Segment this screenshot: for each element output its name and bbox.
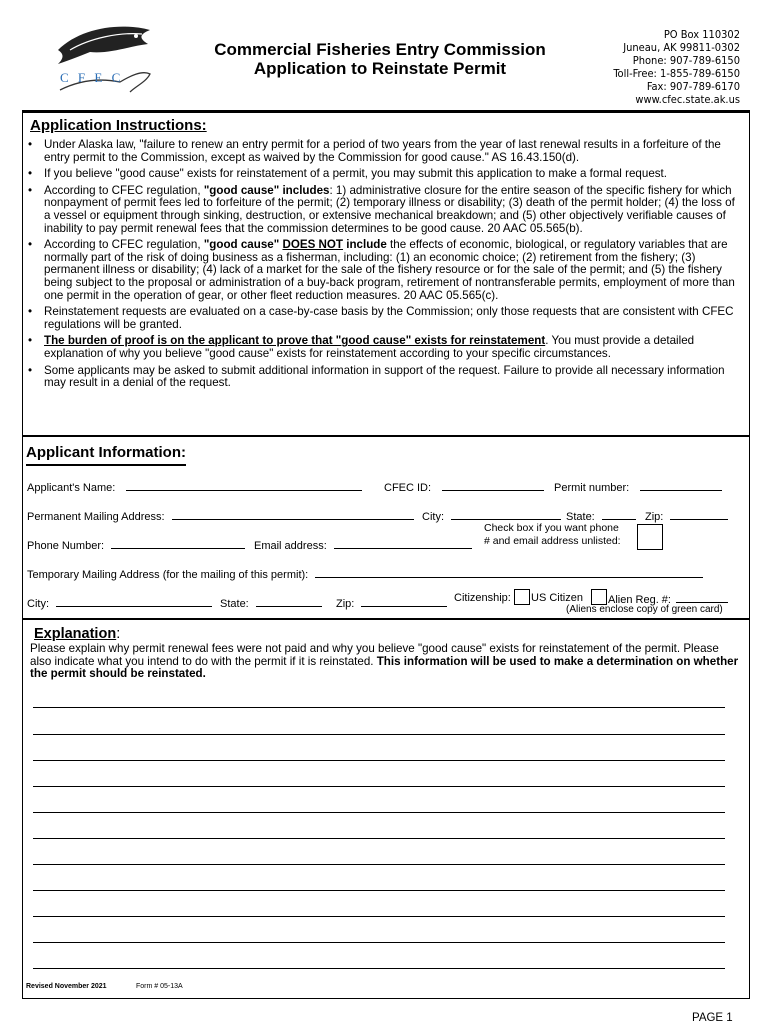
contact-phone: Phone: 907-789-6150	[632, 54, 740, 67]
alien-reg-field[interactable]	[676, 592, 728, 603]
contact-po-box: PO Box 110302	[663, 28, 740, 41]
list-item: • According to CFEC regulation, "good cause" DOES NOT include the effects of economic, biological, or regulatory variables that are normally part of the risk of doing business as a fisherman, including: (1) an economic choice; (2) retirement from the fishery; (3) permanent illness or disability; (4) lack of a market for the sale of the fishery resource or for the sale of the permit; and (5) the fishery being subject to the proposal or administration of a buy-back program, retirement of nontransferable permits, employment of more than one permit in the operation of gear, or other fleet reduction measures. 20 AAC 05.565(c).	[24, 239, 744, 302]
writing-line[interactable]	[33, 786, 725, 787]
cfec-id-field[interactable]	[442, 480, 544, 491]
state-field[interactable]	[602, 509, 636, 520]
instructions-heading: Application Instructions:	[30, 117, 207, 134]
applicant-heading: Applicant Information:	[26, 444, 186, 461]
explanation-colon: :	[116, 626, 121, 642]
list-item: • Some applicants may be asked to submit additional information in support of the request. Failure to provide all necessary information may result in a denial of the request.	[24, 365, 744, 390]
temp-address-label: Temporary Mailing Address (for the mailing of this permit):	[27, 569, 309, 581]
state2-field[interactable]	[256, 596, 322, 607]
writing-line[interactable]	[33, 760, 725, 761]
contact-toll-free: Toll-Free: 1-855-789-6150	[613, 67, 740, 80]
applicant-name-field[interactable]	[126, 480, 362, 491]
fish-logo-icon	[50, 20, 160, 100]
phone-field[interactable]	[111, 538, 245, 549]
unlisted-checkbox[interactable]	[637, 524, 663, 550]
mailing-address-field[interactable]	[172, 509, 414, 520]
applicant-name-label: Applicant's Name:	[27, 482, 116, 494]
applicant-heading-underline	[26, 464, 186, 466]
city2-label: City:	[27, 598, 49, 610]
permit-number-label: Permit number:	[554, 482, 630, 494]
explanation-heading: Explanation	[34, 626, 117, 642]
cfec-id-label: CFEC ID:	[384, 482, 432, 494]
list-item: • According to CFEC regulation, "good cause" includes: 1) administrative closure for the entire season of the specific fishery for which nonpayment of permit fees led to forfeiture of the permit; (2) temporary illness or disability; (3) death of the permit holder; (4) the loss of a vessel or equipment through sinking, destruction, or extensive mechanical breakdown; and (5) other objectively verifiable causes of inability to pay permit renewal fees that the commission determines to be good cause. 20 AAC 05.565(b).	[24, 185, 744, 235]
writing-line[interactable]	[33, 707, 725, 708]
contact-block	[613, 28, 740, 106]
permit-number-field[interactable]	[640, 480, 722, 491]
writing-line[interactable]	[33, 890, 725, 891]
writing-line[interactable]	[33, 838, 725, 839]
email-field[interactable]	[334, 538, 472, 549]
zip2-label: Zip:	[336, 598, 355, 610]
contact-fax: Fax: 907-789-6170	[646, 80, 740, 93]
contact-website[interactable]: www.cfec.state.ak.us	[635, 93, 740, 106]
unlisted-note-2: # and email address unlisted:	[484, 535, 621, 547]
cfec-logo	[50, 20, 160, 100]
writing-line[interactable]	[33, 968, 725, 969]
unlisted-note-1: Check box if you want phone	[484, 522, 619, 534]
city-label: City:	[422, 511, 444, 523]
form-number: Form # 05-13A	[136, 983, 183, 990]
state2-label: State:	[220, 598, 249, 610]
writing-line[interactable]	[33, 734, 725, 735]
revised-date: Revised November 2021	[26, 983, 107, 990]
citizenship-label: Citizenship:	[454, 592, 511, 604]
list-item: • The burden of proof is on the applicant to prove that "good cause" exists for reinstatement. You must provide a detailed explanation of why you believe "good cause" exists for reinstatement according to your specific circumstances.	[24, 335, 744, 360]
list-item: • Under Alaska law, "failure to renew an entry permit for a period of two years from the year of last renewal results in a forfeiture of the entry permit to the Commission, except as waived by the Commission for good cause." AS 16.43.150(d).	[24, 139, 744, 164]
list-item: • If you believe "good cause" exists for reinstatement of a permit, you may submit this application to make a formal request.	[24, 168, 744, 181]
explanation-text: Please explain why permit renewal fees were not paid and why you believe "good cause" exists for reinstatement of the permit. Please also indicate what you intend to do with the permit if it is reinstated. This information will be used to make a determination on whether the permit should be reinstated.	[30, 642, 739, 681]
city-field[interactable]	[451, 509, 561, 520]
alien-label: Alien Reg. #:	[608, 594, 671, 606]
writing-line[interactable]	[33, 916, 725, 917]
us-citizen-checkbox[interactable]	[514, 589, 530, 605]
writing-line[interactable]	[33, 942, 725, 943]
writing-line[interactable]	[33, 864, 725, 865]
zip2-field[interactable]	[361, 596, 447, 607]
form-subtitle: Application to Reinstate Permit	[253, 59, 507, 78]
phone-label: Phone Number:	[27, 540, 105, 552]
writing-line[interactable]	[33, 812, 725, 813]
alien-checkbox[interactable]	[591, 589, 607, 605]
alien-note: (Aliens enclose copy of green card)	[566, 604, 723, 615]
page-number: PAGE 1	[692, 1012, 733, 1024]
logo-letters: C F E C	[60, 70, 124, 85]
state-label: State:	[566, 511, 595, 523]
instructions-list	[24, 139, 744, 394]
form-title: Commercial Fisheries Entry Commission	[214, 40, 546, 59]
city2-field[interactable]	[56, 596, 212, 607]
list-item: • Reinstatement requests are evaluated on a case-by-case basis by the Commission; only those requests that are consistent with CFEC regulations will be granted.	[24, 306, 744, 331]
us-citizen-label: US Citizen	[531, 592, 583, 604]
temp-address-field[interactable]	[315, 567, 703, 578]
contact-address: Juneau, AK 99811-0302	[623, 41, 740, 54]
zip-label: Zip:	[645, 511, 664, 523]
email-label: Email address:	[254, 540, 327, 552]
zip-field[interactable]	[670, 509, 728, 520]
mailing-address-label: Permanent Mailing Address:	[27, 511, 165, 523]
